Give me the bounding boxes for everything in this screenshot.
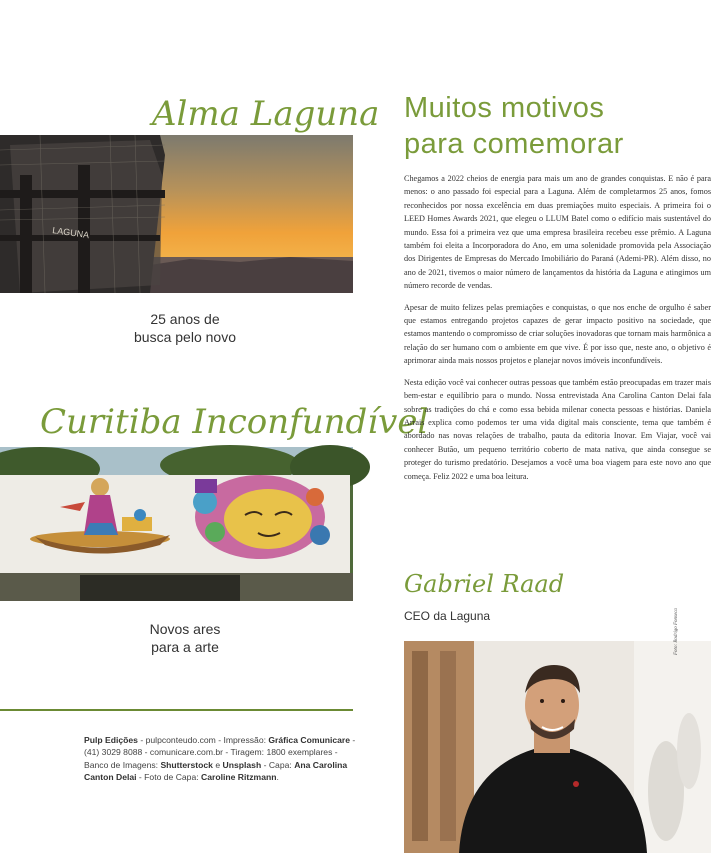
section1-caption-line2: busca pelo novo <box>134 329 236 345</box>
section2-caption-line2: para a arte <box>151 639 219 655</box>
credit-text: - pulpconteudo.com - Impressão: <box>137 735 269 745</box>
section1-caption-line1: 25 anos de <box>150 311 220 327</box>
section1-caption <box>110 310 260 346</box>
credit-printer: Gráfica Comunicare <box>268 735 351 745</box>
article-paragraph: Chegamos a 2022 cheios de energia para mais um ano de grandes conquistas. E não é para menos: o ano passado foi especial para a Laguna. Além de completarmos 25 anos, fomos reconhecidos por nossa excelência em duas premiações muito especiais. A primeira foi o LEED Homes Awards 2021, que elegeu o LLUM Batel como o edifício mais sustentável do mundo. Essa foi a primeira vez que uma empresa brasileira recebeu esse prêmio. A Laguna também foi eleita a Incorporadora do Ano, em uma solenidade promovida pela Associação dos Dirigentes de Empresas do Mercado Imobiliário do Paraná (Ademi-PR). Além disso, no ano de 2021, tivemos o maior número de lançamentos da história da Laguna e atingimos um número recorde de vendas. <box>404 174 711 291</box>
credit-bank2: Unsplash <box>222 759 262 770</box>
section2-caption <box>110 620 260 656</box>
credit-bank1: Shutterstock <box>160 759 213 770</box>
article-paragraph: Nesta edição você vai conhecer outras pessoas que também estão preocupadas em trazer mais bem-estar e equilíbrio para o mundo. Nossa entrevistada Ana Carolina Canton Delai fala sobre as tradições do chá e como essa bebida milenar conecta pessoas e histórias. Daniela Arrais explica como podemos ter uma vida digital mais consciente, tema que também é abordado nas novas relações de trabalho, pauta da editoria Inovar. Em Viajar, você vai conhecer Butão, um pequeno território coberto de mata nativa, que ainda consegue se proteger do turismo predatório. Desejamos a você uma boa viagem para este novo ano que começa. Feliz 2022 e uma boa leitura. <box>404 377 711 481</box>
street-art-mural-photo <box>0 447 353 601</box>
article-paragraph: Apesar de muito felizes pelas premiações e conquistas, o que nos enche de orgulho é saber que estamos entregando projetos capazes de gerar impacto positivo na sociedade, que estamos mantendo o compromisso de criar soluções inovadoras que tornam mais harmônica a relação do ser humano com o ambiente em que vive. É por isso que, neste ano, o objetivo é aprimorar ainda mais nossos projetos e planejar novos imóveis inconfundíveis. <box>404 302 711 366</box>
credit-text: - (41) 3029 8088 - comunicare.com.br - Tiragem: 1800 exemplares - Banco de Imagens: <box>84 735 356 770</box>
signature: Gabriel Raad <box>404 570 565 598</box>
credit-text: - Foto de Capa: <box>136 772 202 783</box>
credit-text: e <box>212 759 223 770</box>
article-body <box>404 172 711 491</box>
sunset-building-photo <box>0 135 353 293</box>
divider-rule <box>0 709 353 711</box>
credit-cover: Ana Carolina Canton Delai <box>84 759 348 783</box>
section2-caption-line1: Novos ares <box>149 621 221 637</box>
signature-role: CEO da Laguna <box>404 609 491 623</box>
credit-text: - Capa: <box>261 759 295 770</box>
curitiba-inconfundivel-title: Curitiba Inconfundível <box>40 402 429 442</box>
publication-credits <box>84 734 356 784</box>
article-headline <box>404 90 704 162</box>
alma-laguna-title: Alma Laguna <box>152 94 380 134</box>
credit-cover-photo: Caroline Ritzmann <box>201 772 277 783</box>
laguna-sign-text: LAGUNA <box>51 225 90 241</box>
headline-line2: para comemorar <box>404 128 624 160</box>
credit-publisher: Pulp Edições <box>84 735 138 745</box>
headline-line1: Muitos motivos <box>404 92 605 124</box>
photo-credit: Foto: Rodrigo Fonseca <box>674 608 679 655</box>
credit-text: . <box>276 772 279 783</box>
